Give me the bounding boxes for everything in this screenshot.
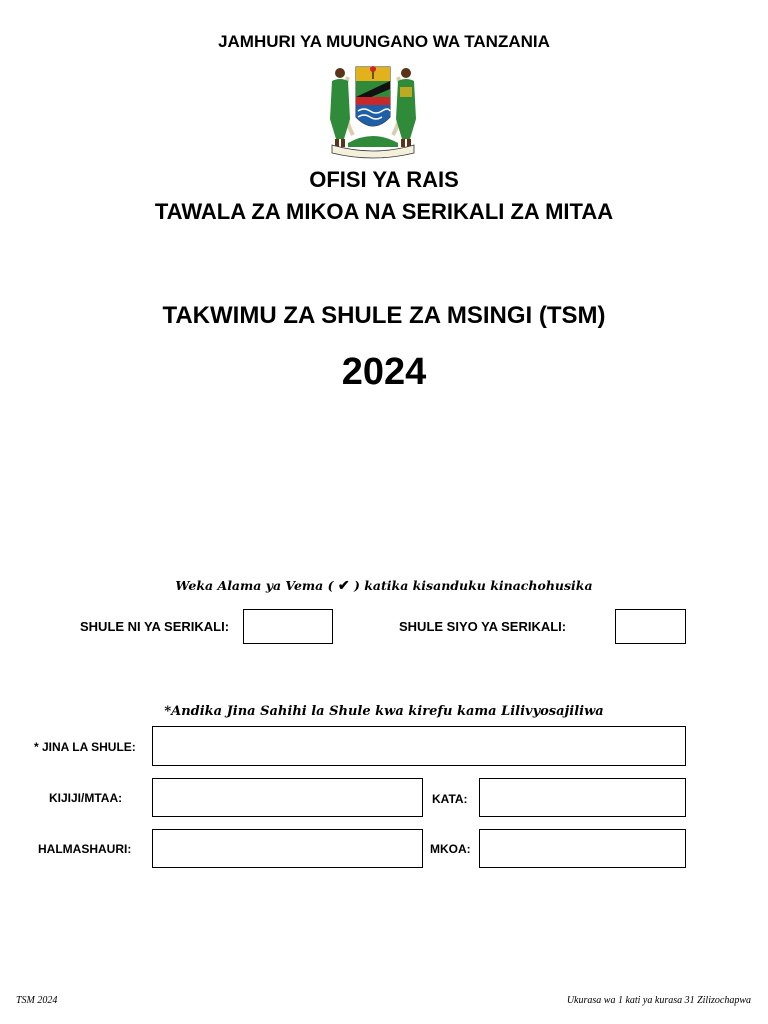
- check-instruction-prefix: Weka Alama ya Vema (: [175, 578, 334, 593]
- region-label: MKOA:: [430, 842, 471, 856]
- footer-page-number: Ukurasa wa 1 kati ya kurasa 31 Zilizochapwa: [566, 995, 751, 1006]
- school-name-instruction: *Andika Jina Sahihi la Shule kwa kirefu kama Lilivyosajiliwa: [164, 704, 604, 719]
- coat-of-arms-emblem: [318, 57, 428, 159]
- document-year: 2024: [341, 351, 427, 393]
- check-instruction-suffix: ) katika kisanduku kinachohusika: [353, 578, 593, 593]
- coat-of-arms-icon: [318, 57, 428, 159]
- school-name-field[interactable]: [152, 726, 686, 766]
- council-label: HALMASHAURI:: [38, 842, 132, 856]
- check-mark-icon: ✔: [337, 578, 350, 594]
- village-label: KIJIJI/MTAA:: [49, 791, 123, 805]
- ward-field[interactable]: [479, 778, 686, 817]
- government-school-checkbox[interactable]: [243, 609, 333, 644]
- village-field[interactable]: [152, 778, 423, 817]
- footer-document-code: TSM 2024: [16, 995, 58, 1006]
- council-field[interactable]: [152, 829, 423, 868]
- country-heading: JAMHURI YA MUUNGANO WA TANZANIA: [218, 32, 550, 51]
- ward-label: KATA:: [432, 792, 468, 806]
- office-subheading: TAWALA ZA MIKOA NA SERIKALI ZA MITAA: [154, 199, 614, 224]
- non-government-school-checkbox[interactable]: [615, 609, 686, 644]
- government-school-label: SHULE NI YA SERIKALI:: [80, 619, 230, 634]
- check-instruction: [0, 578, 768, 594]
- office-heading: OFISI YA RAIS: [309, 167, 459, 192]
- non-government-school-label: SHULE SIYO YA SERIKALI:: [399, 619, 567, 634]
- region-field[interactable]: [479, 829, 686, 868]
- document-title: TAKWIMU ZA SHULE ZA MSINGI (TSM): [162, 302, 606, 329]
- school-name-label: * JINA LA SHULE:: [34, 740, 136, 754]
